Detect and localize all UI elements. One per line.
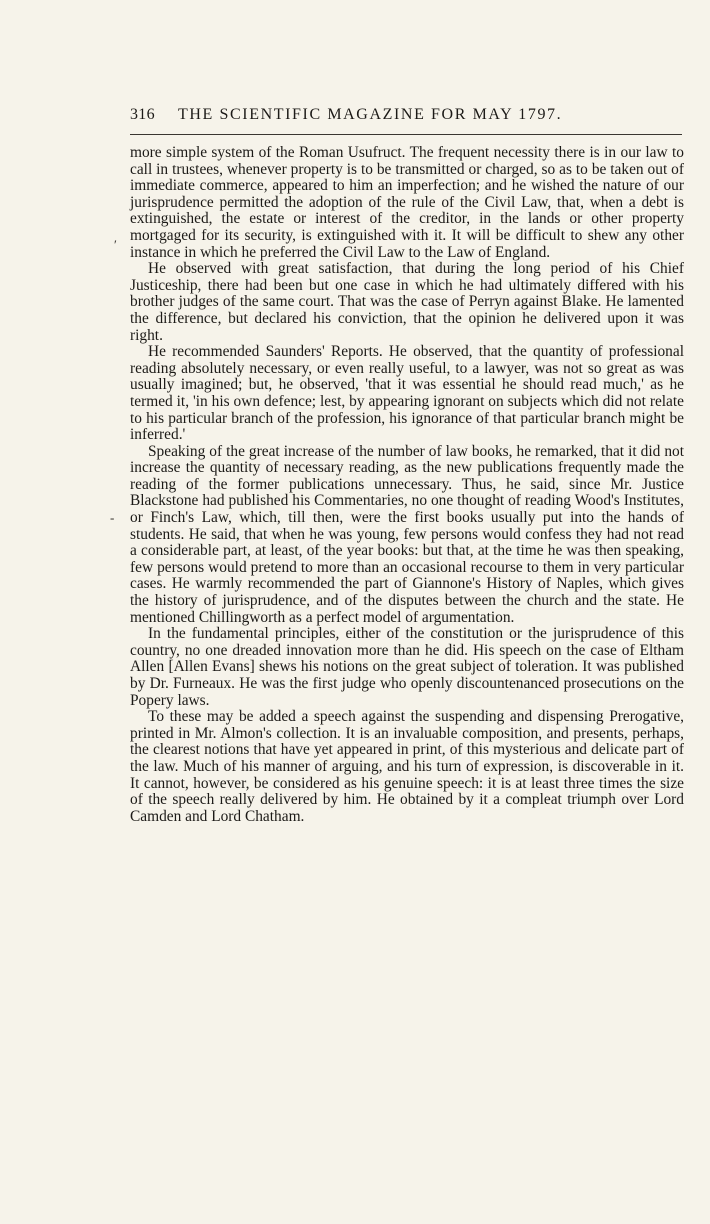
paragraph-2: He observed with great satisfaction, that during the long period of his Chief Justiceship, there had been but one case in which he had ultimately differed with his brother judges of the same court. That was the case of Perryn against Blake. He lamented the difference, but declared his conviction, that the opinion he delivered upon it was right.: [130, 260, 684, 344]
margin-tick-mark: ʹ: [114, 237, 117, 252]
paragraph-6: To these may be added a speech against the suspending and dispensing Prerogative, printed in Mr. Almon's collection. It is an invaluable composition, and presents, perhaps, the clearest notions that have yet appeared in print, of this mysterious and delicate part of the law. Much of his manner of arguing, and his turn of expression, is discoverable in it. It cannot, however, be considered as his genuine speech: it is at least three times the size of the speech really delivered by him. He obtained by it a compleat triumph over Lord Camden and Lord Chatham.: [130, 708, 684, 825]
book-page: [130, 106, 684, 1166]
body-text: [130, 145, 684, 825]
page-header: [130, 106, 684, 128]
paragraph-3: He recommended Saunders' Reports. He observed, that the quantity of professional reading absolutely necessary, or even really useful, to a lawyer, was not so great as was usually imagined; but, he observed, 'that it was essential he should read much,' as he termed it, 'in his own defence; lest, by appearing ignorant on subjects which did not relate to his particular branch of the profession, his ignorance of that particular branch might be inferred.': [130, 343, 684, 444]
header-rule: [130, 134, 682, 135]
paragraph-5: In the fundamental principles, either of the constitution or the jurisprudence of this country, no one dreaded innovation more than he did. His speech on the case of Eltham Allen [Allen Evans] shews his notions on the great subject of toleration. It was published by Dr. Furneaux. He was the first judge who openly discountenanced prosecutions on the Popery laws.: [130, 625, 684, 709]
paragraph-1: more simple system of the Roman Usufruct. The frequent necessity there is in our law to call in trustees, whenever property is to be transmitted or charged, so as to be taken out of immediate commerce, appeared to him an imperfection; and he wished the nature of our jurisprudence permitted the adoption of the rule of the Civil Law, that, when a debt is extinguished, the estate or interest of the creditor, in the lands or other property mortgaged for its security, is extinguished with it. It will be difficult to shew any other instance in which he preferred the Civil Law to the Law of England.: [130, 144, 684, 261]
page-number: 316: [130, 106, 155, 123]
margin-dash-mark: -: [110, 510, 115, 525]
paragraph-4: Speaking of the great increase of the number of law books, he remarked, that it did not increase the quantity of necessary reading, as the new publications frequently made the reading of the former publications unnecessary. Thus, he said, since Mr. Justice Blackstone had published his Commentaries, no one thought of reading Wood's Institutes, or Finch's Law, which, till then, were the first books usually put into the hands of students. He said, that when he was young, few persons would confess they had not read a considerable part, at least, of the year books: but that, at the time he was then speaking, few persons would pretend to more than an occasional recourse to them in very particular cases. He warmly recommended the part of Giannone's History of Naples, which gives the history of jurisprudence, and of the disputes between the church and the state. He mentioned Chillingworth as a perfect model of argumentation.: [130, 442, 684, 626]
running-title: THE SCIENTIFIC MAGAZINE FOR MAY 1797.: [178, 106, 563, 123]
